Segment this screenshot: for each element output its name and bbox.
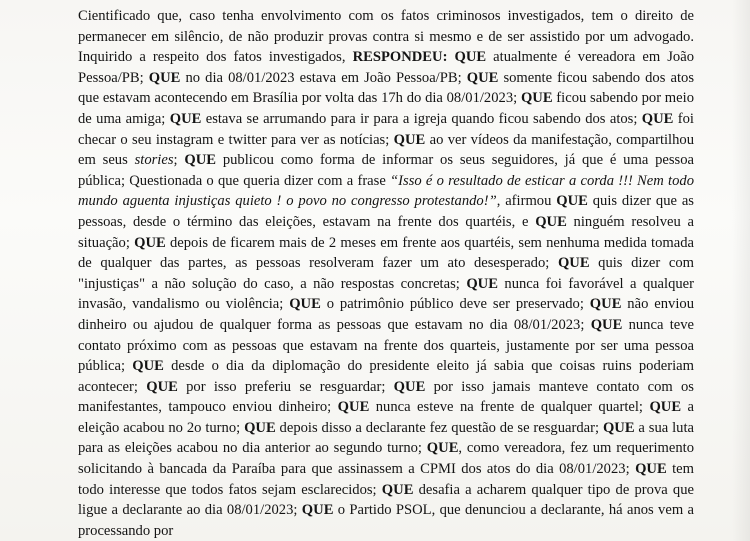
text-run: foi checar o seu instagram e twitter para ver as notícias; [78, 110, 694, 148]
keyword-que: QUE [589, 296, 622, 313]
text-run: estava se arrumando para ir para a igreja quando ficou sabendo dos atos; [201, 110, 642, 127]
text-run: por isso preferiu se resguardar; [177, 378, 394, 395]
text-run: no dia 08/01/2023 estava em João Pessoa/PB; [180, 69, 467, 86]
keyword-que: QUE [169, 110, 202, 127]
text-run: ao ver vídeos da manifestação, compartilhou em seus [78, 131, 694, 169]
keyword-que: QUE [649, 399, 682, 416]
text-run: Cientificado que, caso tenha envolvimento com os fatos criminosos investigados, tem o direito de permanecer em silêncio, de não produzir provas contra si mesmo e de ser assistido por um advogado. Inquirido a respeito dos fatos investigados, [78, 8, 694, 66]
italic-text: “Isso é o resultado de esticar a corda !!! Nem todo mundo aguenta injustiças quieto ! o povo no congresso protestando!” [78, 172, 694, 210]
text-run: desde o dia da diplomação do presidente eleito já sabia que coisas ruins poderiam acontecer; [78, 358, 694, 395]
text-run: ninguém resolveu a situação; [78, 213, 694, 251]
keyword-que: QUE [148, 69, 181, 86]
text-run: quis dizer com "injustiças" a não solução do caso, a não respostas concretas; [78, 255, 694, 292]
text-run: o Partido PSOL, que denunciou a declarante, há anos vem a processando por [78, 502, 695, 539]
text-run: ; [173, 152, 185, 169]
italic-text: stories [134, 152, 174, 169]
text-run: depois de ficarem mais de 2 meses em frente aos quartéis, sem nenhuma medida tomada de qualquer das partes, as pessoas resolveram fazer um ato desesperado; [78, 234, 694, 272]
text-run: quis dizer que as pessoas, desde o término das eleições, estavam na frente dos quartéis, e [78, 193, 694, 230]
keyword-que: QUE [393, 131, 426, 148]
keyword-que: QUE [590, 316, 623, 333]
keyword-que: QUE [146, 378, 178, 395]
keyword-que: QUE [337, 399, 370, 416]
keyword-que: QUE [244, 419, 276, 436]
text-run: a eleição acabou no 2o turno; [78, 399, 695, 436]
keyword-que: QUE [602, 419, 635, 436]
text-run: publicou como forma de informar os seus seguidores, já que é uma pessoa pública; Questionada o que queria dizer com a frase [78, 152, 695, 189]
text-run: , afirmou [496, 193, 557, 210]
keyword-que: QUE [635, 461, 667, 478]
keyword-que: QUE [641, 110, 674, 127]
text-run: o patrimônio público deve ser preservado; [320, 296, 590, 313]
page-edge-shadow [732, 0, 750, 541]
keyword-que: QUE [134, 234, 166, 251]
text-run: a sua luta para as eleições acabou no dia anterior ao segundo turno; [78, 419, 694, 457]
text-run: depois disso a declarante fez questão de se resguardar; [275, 419, 603, 436]
keyword-que: RESPONDEU: QUE [352, 49, 487, 66]
text-run: nunca esteve na frente de qualquer quartel; [369, 399, 650, 416]
keyword-que: QUE [556, 193, 588, 210]
text-run: tem todo interesse que todos fatos sejam esclarecidos; [78, 461, 694, 498]
keyword-que: QUE [381, 481, 414, 498]
keyword-que: QUE [393, 378, 426, 395]
text-run: atualmente é vereadora em João Pessoa/PB; [78, 49, 694, 86]
text-run: desafia a acharem qualquer tipo de prova que ligue a declarante ao dia 08/01/2023; [78, 481, 694, 519]
keyword-que: QUE [466, 69, 499, 86]
text-run: ficou sabendo por meio de uma amiga; [78, 90, 694, 127]
keyword-que: QUE [466, 275, 498, 292]
testimony-paragraph [78, 6, 694, 541]
keyword-que: QUE [132, 358, 164, 375]
keyword-que: QUE [520, 90, 553, 107]
text-run: nunca teve contato próximo com as pessoas que estavam na frente dos quarteis, justamente por ser uma pessoa pública; [78, 316, 694, 375]
keyword-que: QUE [535, 213, 567, 230]
keyword-que: QUE [301, 502, 334, 519]
text-run: nunca foi favorável a qualquer invasão, vandalismo ou violência; [78, 275, 695, 313]
keyword-que: QUE [289, 296, 321, 313]
keyword-que: QUE [184, 152, 217, 169]
text-run: por isso jamais manteve contato com os manifestantes, tampouco enviou dinheiro; [78, 378, 694, 416]
testimony-text [78, 6, 694, 541]
keyword-que: QUE [557, 255, 590, 272]
text-run: não enviou dinheiro ou ajudou de qualquer forma as pessoas que estavam no dia 08/01/2023; [78, 296, 694, 333]
keyword-que: QUE [426, 440, 459, 457]
text-run: , como vereadora, fez um requerimento solicitando à bancada da Paraíba para que assinassem a CPMI dos atos do dia 08/01/2023; [78, 440, 694, 478]
text-run: somente ficou sabendo dos atos que estavam acontecendo em Brasília por volta das 17h do dia 08/01/2023; [78, 69, 695, 107]
